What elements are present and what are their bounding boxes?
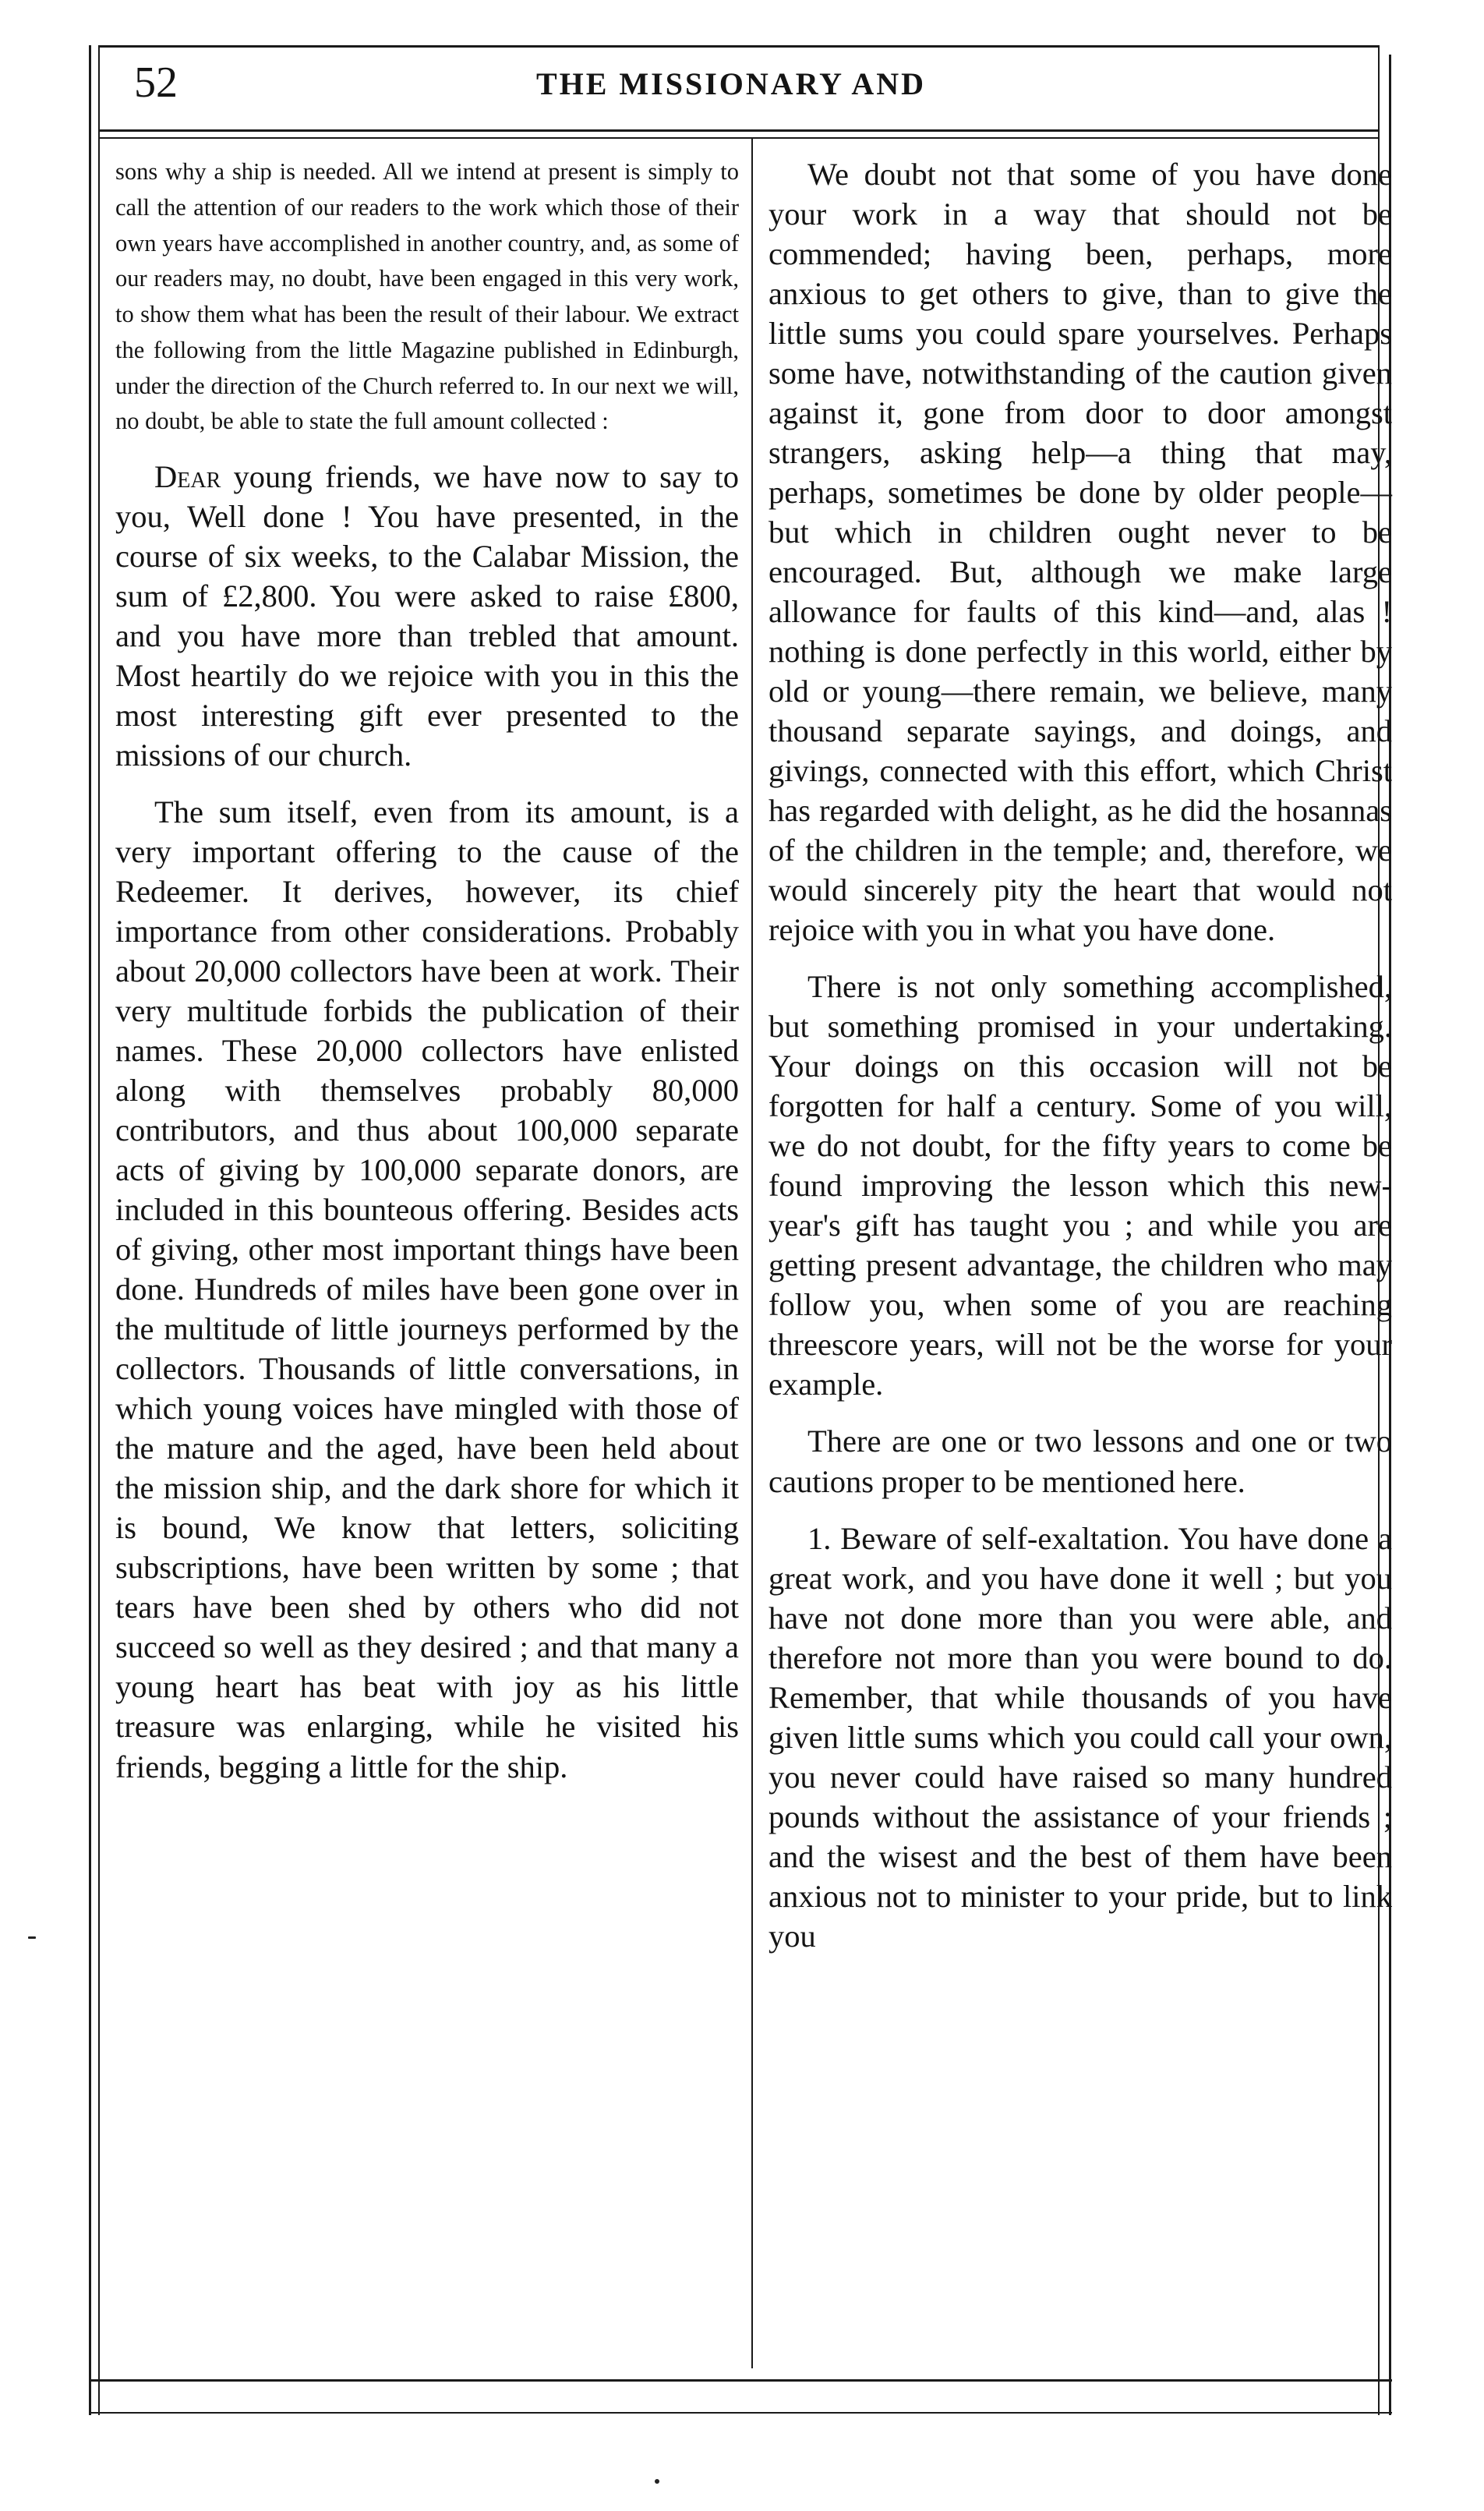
right-column bbox=[768, 154, 1392, 1956]
page-header bbox=[100, 58, 1362, 126]
body-paragraph: There is not only something accomplished, but something promised in your undertaking. Your doings on this occasion will not be forgotten for half a century. Some of you will, we do not doubt, for the fifty years to come be found improving the lesson which this new-year's gift has taught you ; and while you are getting present advantage, the children who may follow you, when some of you are reaching threescore years, will not be the worse for your example. bbox=[768, 969, 1392, 1402]
salutation-lead: Dear bbox=[154, 459, 221, 494]
page-number: 52 bbox=[134, 58, 178, 107]
left-column bbox=[115, 154, 739, 1787]
header-underline-thin bbox=[100, 137, 1378, 139]
stray-ink-dot bbox=[28, 1936, 36, 1939]
frame-left-rule-outer bbox=[89, 45, 91, 2415]
running-title: THE MISSIONARY AND bbox=[535, 66, 927, 101]
frame-bottom-rule-thick bbox=[89, 2379, 1392, 2382]
stray-ink-dot bbox=[655, 2479, 659, 2484]
body-paragraph: The sum itself, even from its amount, is a very important offering to the cause of the Redeemer. It derives, however, its chief importance from other considerations. Probably about 20,000 collectors have been at work. Their very multitude forbids the publication of their names. These 20,000 collectors have enlisted along with themselves probably 80,000 contributors, and thus about 100,000 separate acts of giving by 100,000 separate donors, are included in this bounteous offering. Besides acts of giving, other most important things have been done. Hundreds of miles have been gone over in the multitude of little journeys performed by the collectors. Thousands of little conversations, in which young voices have mingled with those of the mature and the aged, have been held about the mission ship, and the dark shore for which it is bound, We know that letters, soliciting subscriptions, have been written by some ; that tears have been shed by others who did not succeed so well as they desired ; and that many a young heart has beat with joy as his little treasure was enlarging, while he visited his friends, begging a little for the ship. bbox=[115, 794, 739, 1784]
column-divider bbox=[751, 139, 753, 2368]
body-paragraph: 1. Beware of self-exaltation. You have done a great work, and you have done it well ; but you have not done more than you were able, and therefore not more than you were bound to do. Remember, that while thousands of you have given little sums which you could call your own, you never could have raised so many hundred pounds without the assistance of your friends ; and the wisest and the best of them have been anxious not to minister to your pride, but to link you bbox=[768, 1520, 1392, 1954]
body-paragraph: We doubt not that some of you have done your work in a way that should not be commended; having been, perhaps, more anxious to get others to give, than to give the little sums you could spare yourselves. Perhaps some have, notwithstanding of the caution given against it, gone from door to door amongst strangers, asking help—a thing that may, perhaps, sometimes be done by older people—but which in children ought never to be encouraged. But, although we make large allowance for faults of this kind—and, alas ! nothing is done perfectly in this world, either by old or young—there remain, we believe, many thousand separate sayings, and doings, and givings, connected with this effort, which Christ has regarded with delight, as he did the hosannas of the children in the temple; and, therefore, we would sincerely pity the heart that would not rejoice with you in what you have done. bbox=[768, 157, 1392, 948]
frame-bottom-rule-thin bbox=[89, 2412, 1392, 2414]
body-paragraph: There are one or two lessons and one or two cautions proper to be mentioned here. bbox=[768, 1423, 1392, 1499]
frame-top-rule bbox=[100, 45, 1378, 48]
letter-paragraph-text: young friends, we have now to say to you, Well done ! You have presented, in the course of six weeks, to the Calabar Mission, the sum of £2,800. You were asked to raise £800, and you have more than trebled that amount. Most heartily do we rejoice with you in this the most interesting gift ever presented to the missions of our church. bbox=[115, 459, 739, 773]
header-underline-thick bbox=[100, 129, 1378, 132]
letter-paragraph bbox=[115, 457, 739, 775]
intro-note: sons why a ship is needed. All we intend at present is simply to call the attention of our readers to the work which those of their own years have accomplished in another country, and, as some of our readers may, no doubt, have been engaged in this very work, to show them what has been the result of their labour. We extract the following from the little Magazine published in Edinburgh, under the direction of the Church referred to. In our next we will, no doubt, be able to state the full amount collected : bbox=[115, 158, 739, 435]
frame-left-rule-inner bbox=[98, 45, 100, 2415]
